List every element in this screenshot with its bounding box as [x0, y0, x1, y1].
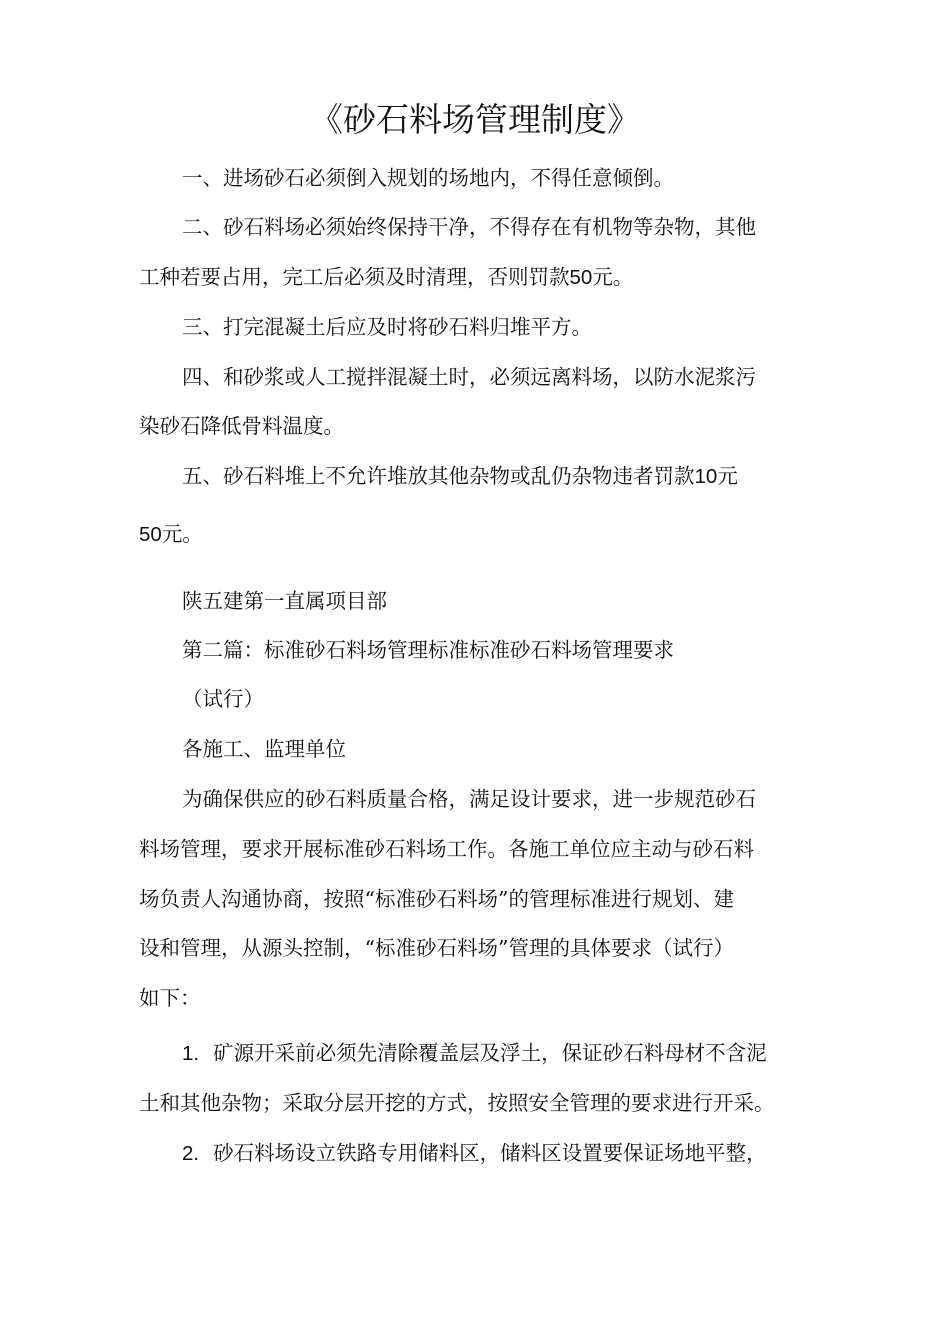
rule-4-line-1: 四、和砂浆或人工搅拌混凝土时，必须远离料场，以防水泥浆污 [182, 365, 756, 389]
item-1-text: 矿源开采前必须先清除覆盖层及浮土，保证砂石料母材不含泥 [213, 1041, 767, 1065]
rule-5-text: 五、砂石料堆上不允许堆放其他杂物或乱仍杂物违者罚款 [182, 464, 695, 488]
rule-2-line-2 [139, 262, 633, 293]
item-1-line-1 [182, 1038, 767, 1069]
rule-4-line-2: 染砂石降低骨料温度。 [139, 414, 344, 438]
rule-2-unit: 元。 [592, 265, 634, 289]
rule-1: 一、进场砂石必须倒入规划的场地内，不得任意倾倒。 [182, 166, 674, 190]
rule-5-unit-2: 元。 [161, 522, 203, 546]
rule-5-fine-amount: 10 [694, 465, 718, 488]
trial-note: （试行） [182, 687, 264, 711]
item-1-line-2: 土和其他杂物；采取分层开挖的方式，按照安全管理的要求进行开采。 [139, 1091, 775, 1115]
intro-line-5: 如下： [139, 986, 201, 1010]
rule-2-fine-amount: 50 [569, 266, 593, 289]
item-2-line-1 [182, 1138, 767, 1169]
rule-5-unit: 元 [717, 464, 738, 488]
intro-line-2: 料场管理，要求开展标准砂石料场工作。各施工单位应主动与砂石料 [139, 837, 754, 861]
part-2-heading: 第二篇：标准砂石料场管理标准标准砂石料场管理要求 [182, 638, 674, 662]
rule-5-line-2 [139, 519, 203, 550]
rule-5-line-1 [182, 461, 738, 492]
document-title: 《砂石料场管理制度》 [310, 100, 640, 139]
rule-2-text: 工种若要占用，完工后必须及时清理，否则罚款 [139, 265, 570, 289]
item-1-number: 1. [182, 1042, 200, 1065]
addressee: 各施工、监理单位 [182, 737, 346, 761]
item-2-number: 2. [182, 1142, 200, 1165]
item-2-text: 砂石料场设立铁路专用储料区，储料区设置要保证场地平整， [213, 1141, 767, 1165]
intro-line-4: 设和管理，从源头控制，“标准砂石料场”管理的具体要求（试行） [139, 936, 734, 960]
intro-line-3: 场负责人沟通协商，按照“标准砂石料场”的管理标准进行规划、建 [139, 887, 734, 911]
rule-5-fine-amount-2: 50 [139, 523, 162, 546]
signature: 陕五建第一直属项目部 [182, 589, 387, 613]
rule-3: 三、打完混凝土后应及时将砂石料归堆平方。 [182, 315, 592, 339]
rule-2-line-1: 二、砂石料场必须始终保持干净，不得存在有机物等杂物，其他 [182, 215, 756, 239]
intro-line-1: 为确保供应的砂石料质量合格，满足设计要求，进一步规范砂石 [182, 787, 756, 811]
